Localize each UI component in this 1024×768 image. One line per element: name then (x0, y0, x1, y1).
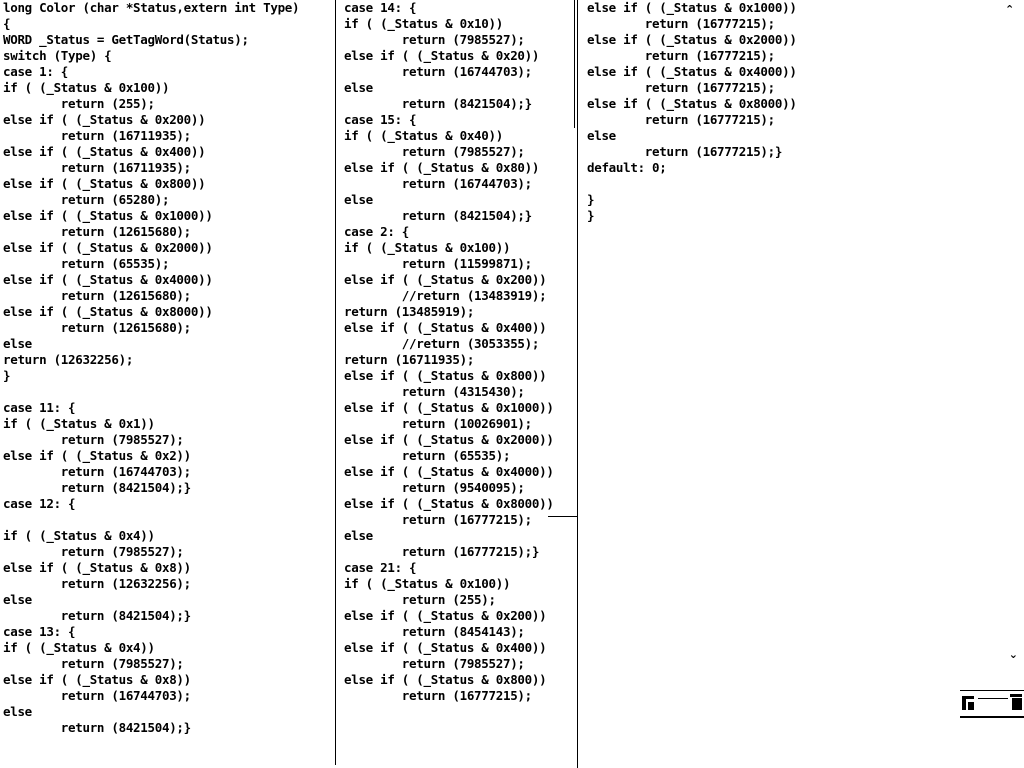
code-line: else (344, 192, 373, 207)
code-line: else if ( (_Status & 0x200)) (344, 272, 547, 287)
code-line: else (344, 80, 373, 95)
render-artifact-icon (960, 690, 1024, 718)
code-line: else if ( (_Status & 0x20)) (344, 48, 540, 63)
code-line: return (16711935); (3, 160, 191, 175)
code-line: return (7985527); (3, 544, 184, 559)
code-line: else if ( (_Status & 0x1000)) (587, 0, 797, 15)
code-line: return (4315430); (344, 384, 525, 399)
code-line: return (8454143); (344, 624, 525, 639)
code-line: return (255); (344, 592, 496, 607)
code-line: return (16777215); (587, 112, 775, 127)
code-line: return (10026901); (344, 416, 532, 431)
code-line: else if ( (_Status & 0x800)) (344, 672, 547, 687)
code-line: else if ( (_Status & 0x80)) (344, 160, 540, 175)
column-divider-left (335, 0, 336, 765)
code-line: return (65535); (3, 256, 170, 271)
scroll-down-chevron-icon[interactable]: ⌄ (1008, 648, 1018, 661)
code-line: else if ( (_Status & 0x200)) (344, 608, 547, 623)
code-column-left (3, 0, 337, 768)
code-text-right (587, 0, 987, 224)
code-line: return (12615680); (3, 288, 191, 303)
code-line: return (16711935); (344, 352, 475, 367)
code-line: else if ( (_Status & 0x400)) (344, 640, 547, 655)
code-line: else (3, 336, 32, 351)
code-line: return (16777215);} (587, 144, 783, 159)
code-line: else if ( (_Status & 0x2)) (3, 448, 191, 463)
code-line: return (12632256); (3, 576, 191, 591)
code-line: else (3, 704, 32, 719)
code-line: return (16711935); (3, 128, 191, 143)
code-line: else if ( (_Status & 0x2000)) (344, 432, 554, 447)
code-line: case 14: { (344, 0, 417, 15)
column-divider-middle (577, 0, 578, 768)
code-line: case 11: { (3, 400, 76, 415)
code-line: return (7985527); (344, 656, 525, 671)
code-line: return (65535); (344, 448, 511, 463)
code-line: else (587, 128, 616, 143)
code-line: return (16777215); (587, 16, 775, 31)
code-line: return (8421504);} (344, 96, 532, 111)
code-line: if ( (_Status & 0x4)) (3, 640, 155, 655)
code-line: else if ( (_Status & 0x4000)) (587, 64, 797, 79)
code-line: else if ( (_Status & 0x400)) (344, 320, 547, 335)
code-line: return (8421504);} (3, 480, 191, 495)
code-line: return (12615680); (3, 224, 191, 239)
scroll-up-chevron-icon[interactable]: ⌄ (1004, 2, 1014, 15)
code-line: else if ( (_Status & 0x4000)) (344, 464, 554, 479)
code-line: else if ( (_Status & 0x400)) (3, 144, 206, 159)
code-line: else if ( (_Status & 0x8000)) (587, 96, 797, 111)
code-line: return (7985527); (3, 432, 184, 447)
code-line: else if ( (_Status & 0x2000)) (587, 32, 797, 47)
code-line: else (3, 592, 32, 607)
code-line: return (7985527); (344, 32, 525, 47)
code-line: return (16744703); (3, 688, 191, 703)
code-line: else if ( (_Status & 0x1000)) (3, 208, 213, 223)
code-line: else if ( (_Status & 0x8)) (3, 672, 191, 687)
code-line: return (255); (3, 96, 155, 111)
code-line: return (11599871); (344, 256, 532, 271)
code-line: switch (Type) { (3, 48, 112, 63)
code-line: case 15: { (344, 112, 417, 127)
code-line: else if ( (_Status & 0x8)) (3, 560, 191, 575)
code-line: else if ( (_Status & 0x800)) (344, 368, 547, 383)
code-line: return (9540095); (344, 480, 525, 495)
code-line: default: 0; (587, 160, 667, 175)
code-line: else if ( (_Status & 0x1000)) (344, 400, 554, 415)
code-line: { (3, 16, 11, 31)
code-line: if ( (_Status & 0x10)) (344, 16, 503, 31)
code-line: } (3, 368, 11, 383)
code-line: return (7985527); (3, 656, 184, 671)
code-line: //return (3053355); (344, 336, 540, 351)
code-line: if ( (_Status & 0x100)) (344, 240, 511, 255)
code-text-middle (344, 0, 578, 704)
code-line: else (344, 528, 373, 543)
code-line: //return (13483919); (344, 288, 547, 303)
code-line: case 12: { (3, 496, 76, 511)
code-line: else if ( (_Status & 0x8000)) (3, 304, 213, 319)
code-line: return (16777215); (587, 80, 775, 95)
code-line: if ( (_Status & 0x1)) (3, 416, 155, 431)
code-column-middle (344, 0, 578, 768)
code-line: case 13: { (3, 624, 76, 639)
code-line: if ( (_Status & 0x40)) (344, 128, 503, 143)
code-line: case 1: { (3, 64, 69, 79)
code-line: return (16777215); (587, 48, 775, 63)
code-line: return (8421504);} (3, 720, 191, 735)
code-line: WORD _Status = GetTagWord(Status); (3, 32, 249, 47)
code-line: long Color (char *Status,extern int Type) (3, 0, 300, 15)
code-line: } (587, 192, 595, 207)
code-line: return (8421504);} (344, 208, 532, 223)
code-line: case 2: { (344, 224, 410, 239)
code-line: return (12632256); (3, 352, 134, 367)
code-line: else if ( (_Status & 0x800)) (3, 176, 206, 191)
code-line: return (12615680); (3, 320, 191, 335)
code-line: if ( (_Status & 0x4)) (3, 528, 155, 543)
column-divider-stub (548, 516, 578, 517)
code-line: return (16744703); (3, 464, 191, 479)
code-line: return (16744703); (344, 64, 532, 79)
code-column-right (587, 0, 987, 768)
code-line: else if ( (_Status & 0x200)) (3, 112, 206, 127)
code-line: } (587, 208, 595, 223)
code-line: return (16777215);} (344, 544, 540, 559)
code-line: else if ( (_Status & 0x8000)) (344, 496, 554, 511)
code-line: return (16744703); (344, 176, 532, 191)
code-line: if ( (_Status & 0x100)) (344, 576, 511, 591)
column-divider-right-top (574, 0, 575, 128)
code-line: else if ( (_Status & 0x4000)) (3, 272, 213, 287)
code-line: return (65280); (3, 192, 170, 207)
code-line: case 21: { (344, 560, 417, 575)
code-line: else if ( (_Status & 0x2000)) (3, 240, 213, 255)
code-line: return (8421504);} (3, 608, 191, 623)
code-text-left (3, 0, 337, 736)
code-line: if ( (_Status & 0x100)) (3, 80, 170, 95)
code-line: return (16777215); (344, 688, 532, 703)
code-line: return (16777215); (344, 512, 532, 527)
code-line: return (7985527); (344, 144, 525, 159)
code-line: return (13485919); (344, 304, 475, 319)
